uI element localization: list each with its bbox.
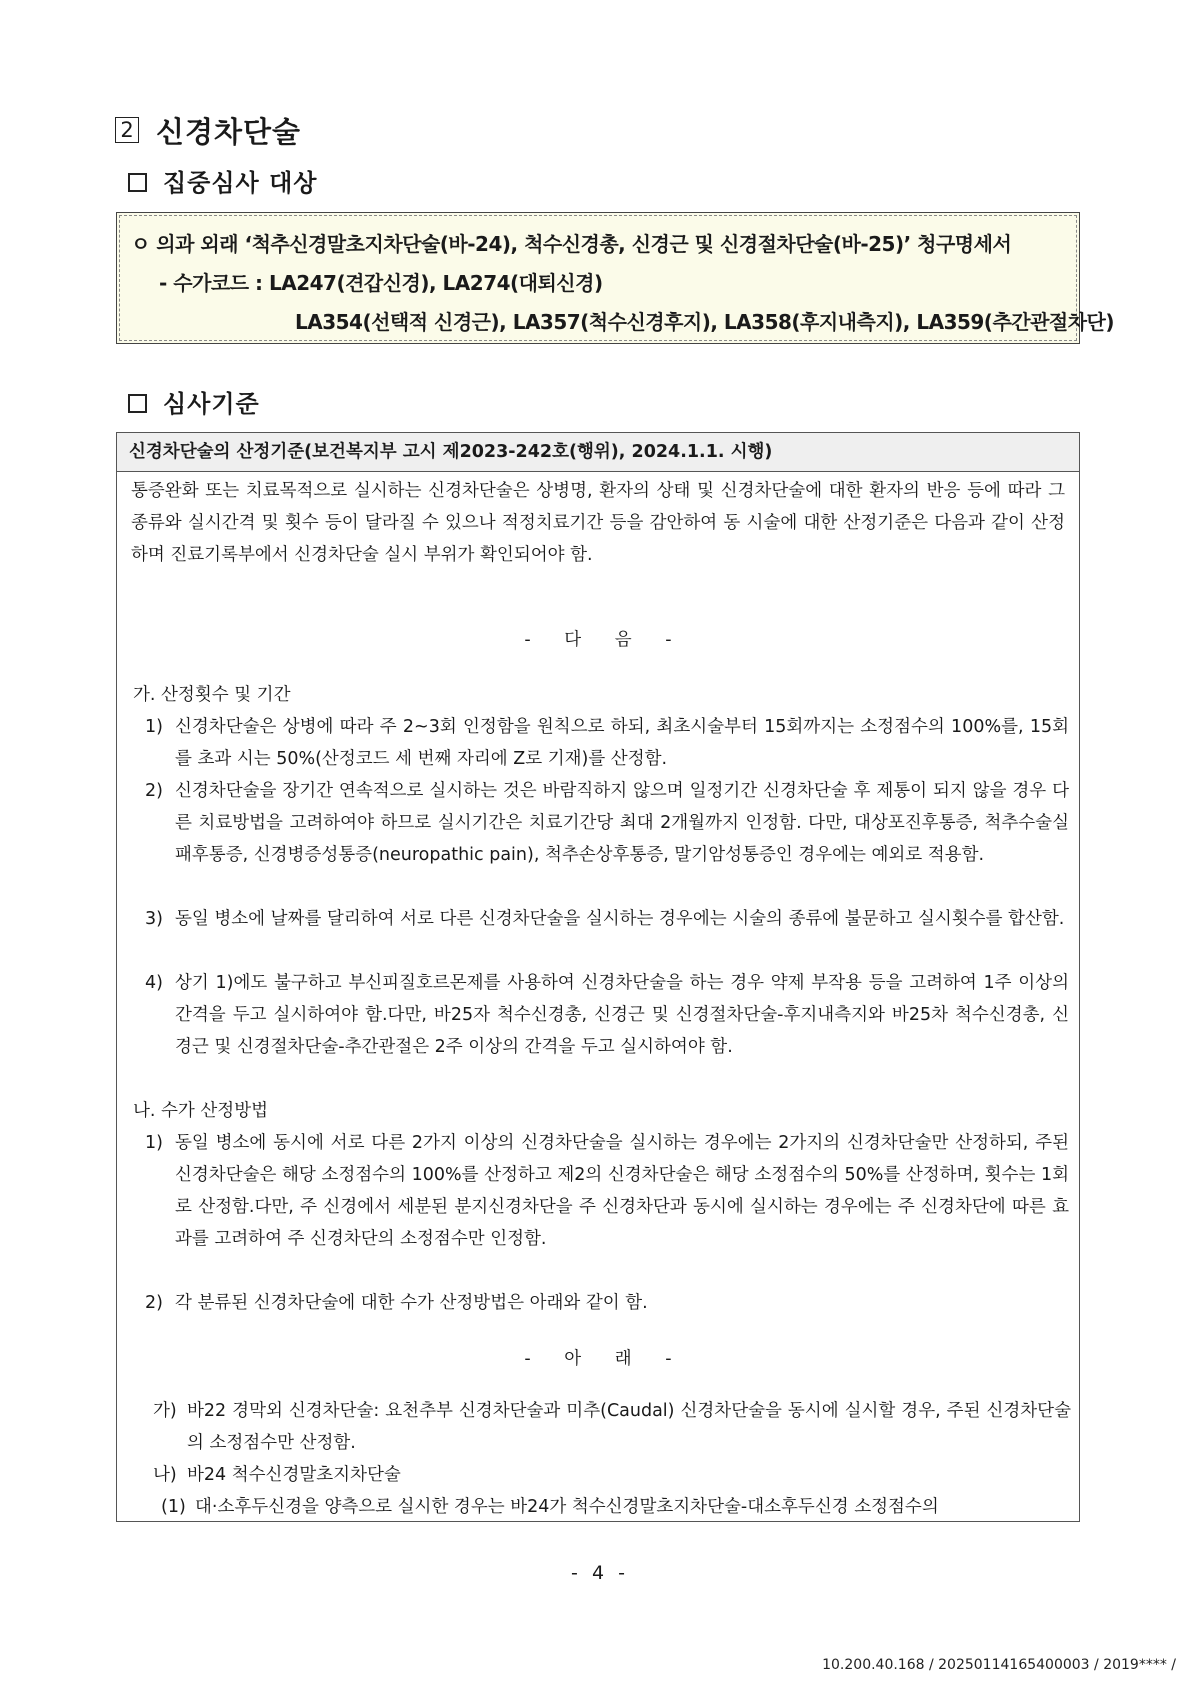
sub-item-ga-text: 바22 경막외 신경차단술: 요천추부 신경차단술과 미추(Caudal) 신경차단술을 동시에 실시할 경우, 주된 신경차단술의 소정점수만 산정함. bbox=[187, 1401, 1071, 1453]
ga-item-2 bbox=[145, 775, 1069, 871]
ga-item-4-text: 상기 1)에도 불구하고 부신피질호르몬제를 사용하여 신경차단술을 하는 경우 약제 부작용 등을 고려하여 1주 이상의 간격을 두고 실시하여야 함.다만, 바25자 척수신경총, 신경근 및 신경절차단술-후지내측지와 바25차 척수신경총, 신경근 및 신경절차단술-추간관절은 2주 이상의 간격을 두고 실시하여야 함. bbox=[175, 973, 1069, 1057]
target-line-3: LA354(선택적 신경근), LA357(척수신경후지), LA358(후지내측지), LA359(추간관절차단) bbox=[295, 310, 1115, 334]
ga-item-4-num: 4) bbox=[145, 973, 163, 993]
checkbox-square-icon bbox=[128, 394, 147, 413]
na-item-2 bbox=[145, 1287, 1069, 1319]
target-line-1: ㅇ 의과 외래 ‘척추신경말초지차단술(바-24), 척수신경총, 신경근 및 신경절차단술(바-25)’ 청구명세서 bbox=[131, 232, 1012, 256]
sub-item-na bbox=[153, 1459, 1071, 1491]
sub-item-na-text: 바24 척수신경말초지차단술 bbox=[187, 1465, 401, 1485]
checkbox-square-icon bbox=[128, 173, 147, 192]
ga-item-3-num: 3) bbox=[145, 909, 163, 929]
na-item-2-text: 각 분류된 신경차단술에 대한 수가 산정방법은 아래와 같이 함. bbox=[175, 1293, 648, 1313]
na-item-1-num: 1) bbox=[145, 1133, 163, 1153]
separator-daum: - 다 음 - bbox=[524, 630, 672, 650]
ga-item-2-num: 2) bbox=[145, 781, 163, 801]
target-heading: 집중심사 대상 bbox=[163, 169, 318, 197]
ga-item-1 bbox=[145, 711, 1069, 775]
ga-item-3 bbox=[145, 903, 1069, 935]
criteria-heading: 심사기준 bbox=[163, 390, 260, 418]
sub-sub-item bbox=[161, 1491, 1071, 1523]
na-item-2-num: 2) bbox=[145, 1293, 163, 1313]
ga-item-2-text: 신경차단술을 장기간 연속적으로 실시하는 것은 바람직하지 않으며 일정기간 신경차단술 후 제통이 되지 않을 경우 다른 치료방법을 고려하여야 하므로 실시기간은 치료기간당 최대 2개월까지 인정함. 다만, 대상포진후통증, 척추수술실패후통증, 신경병증성통증(neuropathic pain), 척추손상후통증, 말기암성통증인 경우에는 예외로 적용함. bbox=[175, 781, 1069, 865]
sub-sub-item-text: 대·소후두신경을 양측으로 실시한 경우는 바24가 척수신경말초지차단술-대소후두신경 소정점수의 bbox=[195, 1497, 939, 1517]
separator-arae: - 아 래 - bbox=[524, 1349, 672, 1369]
ga-title: 가. 산정횟수 및 기간 bbox=[133, 685, 291, 705]
ga-item-1-text: 신경차단술은 상병에 따라 주 2~3회 인정함을 원칙으로 하되, 최초시술부터 15회까지는 소정점수의 100%를, 15회를 초과 시는 50%(산정코드 세 번째 자리에 Z로 기재)를 산정함. bbox=[175, 717, 1069, 769]
page-number: - 4 - bbox=[571, 1562, 629, 1584]
ga-item-4 bbox=[145, 967, 1069, 1063]
footer-id: 10.200.40.168 / 20250114165400003 / 2019**** / bbox=[822, 1657, 1176, 1673]
na-title: 나. 수가 산정방법 bbox=[133, 1101, 269, 1121]
section-title: 신경차단술 bbox=[156, 115, 302, 149]
target-line-2: - 수가코드 : LA247(견갑신경), LA274(대퇴신경) bbox=[159, 271, 603, 295]
ga-item-1-num: 1) bbox=[145, 717, 163, 737]
target-box bbox=[116, 212, 1115, 344]
sub-item-ga-num: 가) bbox=[153, 1401, 177, 1421]
section-number: 2 bbox=[115, 117, 139, 143]
ga-item-3-text: 동일 병소에 날짜를 달리하여 서로 다른 신경차단술을 실시하는 경우에는 시술의 종류에 불문하고 실시횟수를 합산함. bbox=[175, 909, 1065, 929]
criteria-heading-row bbox=[128, 384, 260, 419]
target-heading-row bbox=[128, 163, 317, 198]
na-item-1 bbox=[145, 1127, 1069, 1255]
criteria-intro: 통증완화 또는 치료목적으로 실시하는 신경차단술은 상병명, 환자의 상태 및 신경차단술에 대한 환자의 반응 등에 따라 그 종류와 실시간격 및 횟수 등이 달라질 수 있으나 적정치료기간 등을 감안하여 동 시술에 대한 산정기준은 다음과 같이 산정하며 진료기록부에서 신경차단술 실시 부위가 확인되어야 함. bbox=[131, 481, 1065, 565]
sub-item-ga bbox=[153, 1395, 1071, 1459]
sub-item-na-num: 나) bbox=[153, 1465, 177, 1485]
criteria-table bbox=[116, 432, 1080, 1522]
na-item-1-text: 동일 병소에 동시에 서로 다른 2가지 이상의 신경차단술을 실시하는 경우에는 2가지의 신경차단술만 산정하되, 주된 신경차단술은 해당 소정점수의 100%를 산정하고 제2의 신경차단술은 해당 소정점수의 50%를 산정하며, 횟수는 1회로 산정함.다만, 주 신경에서 세분된 분지신경차단을 주 신경차단과 동시에 실시하는 경우에는 주 신경차단에 따른 효과를 고려하여 주 신경차단의 소정점수만 인정함. bbox=[175, 1133, 1069, 1249]
criteria-table-title: 신경차단술의 산정기준(보건복지부 고시 제2023-242호(행위), 2024.1.1. 시행) bbox=[117, 433, 1079, 472]
sub-sub-item-num: (1) bbox=[161, 1497, 186, 1517]
